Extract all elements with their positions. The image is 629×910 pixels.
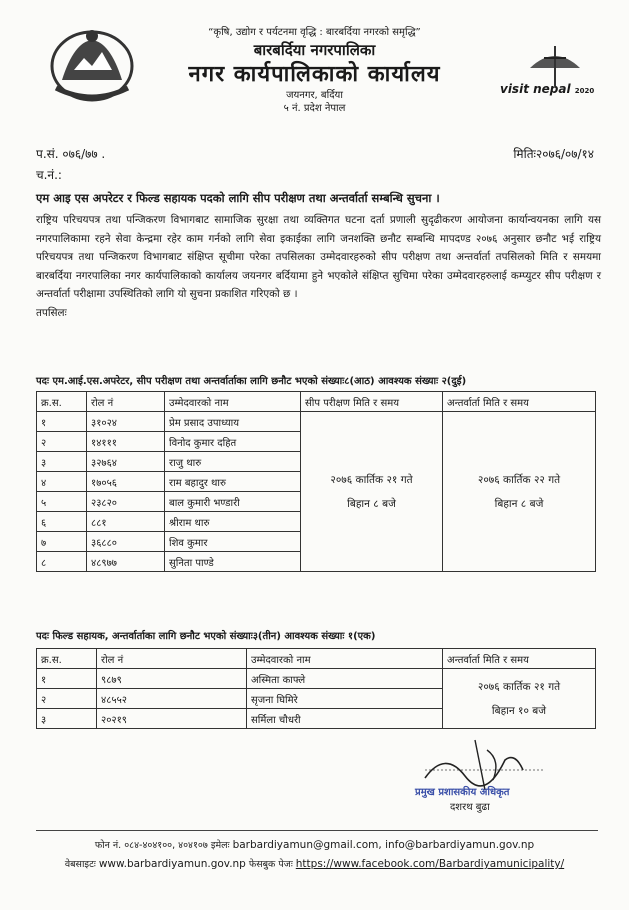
- interview-schedule: २०७६ कार्तिक २१ गते बिहान १० बजे: [443, 669, 596, 729]
- table-row: ५ २३८२० बाल कुमारी भण्डारी: [37, 492, 596, 512]
- table-row: ३ २०२१९ सर्मिला चौधरी: [37, 709, 596, 729]
- table-row: ७ ३६८८० शिव कुमार: [37, 532, 596, 552]
- footer-emails: barbardiyamun@gmail.com, info@barbardiyamun.gov.np: [232, 839, 535, 851]
- signature-stamp-icon: [405, 730, 565, 810]
- table2-title: पदः फिल्ड सहायक, अन्तर्वार्ताका लागि छनौट भएको संख्याः३(तीन) आवश्यक संख्याः १(एक): [36, 631, 376, 642]
- header-roll: रोल नं: [87, 392, 165, 412]
- table-row: ३ ३२७६४ राजु थारु: [37, 452, 596, 472]
- table-row: १ ३१०२४ प्रेम प्रसाद उपाध्याय २०७६ कार्तिक २१ गते बिहान ८ बजे २०७६ कार्तिक २२ गते बिहान ८ बजे: [37, 412, 596, 432]
- signatory-name: दशरथ बुढा: [450, 802, 490, 813]
- dispatch-number: च.नं.:: [36, 168, 62, 182]
- table-row: ४ १७०५६ राम बहादुर थारु: [37, 472, 596, 492]
- header-sn: क्र.स.: [37, 392, 87, 412]
- slogan: “कृषि, उद्योग र पर्यटनमा वृद्धि : बारबर्दिया नगरको समृद्धि”: [208, 27, 421, 38]
- table-row: २ ४८५५२ सृजना घिमिरे: [37, 689, 596, 709]
- header-roll: रोल नं: [97, 649, 247, 669]
- table-header-row: [37, 392, 596, 412]
- field-assistant-table: [36, 648, 596, 729]
- table-row: २ १४१११ विनोद कुमार दहित: [37, 432, 596, 452]
- website-link[interactable]: www.barbardiyamun.gov.np: [98, 858, 246, 870]
- header-skill-test: सीप परीक्षण मिति र समय: [301, 392, 443, 412]
- table-row: ६ ८८१ श्रीराम थारु: [37, 512, 596, 532]
- reference-number: प.सं. ०७६/७७ .: [36, 147, 106, 161]
- notice-subject: एम आइ एस अपरेटर र फिल्ड सहायक पदको लागि सीप परीक्षण तथा अन्तर्वार्ता सम्बन्धि सुचना ।: [36, 191, 440, 205]
- table-header-row: [37, 649, 596, 669]
- mis-operator-table: [36, 391, 596, 572]
- notice-body: राष्ट्रिय परिचयपत्र तथा पन्जिकरण विभागबाट सामाजिक सुरक्षा तथा व्यक्तिगत घटना दर्ता प्रणाली सुदृढीकरण आयोजना कार्यान्वयनका लागि यस नगरपालिकामा रहने सेवा केन्द्रमा रहेर काम गर्नको लागि सेवा इकाईका लागि जनशक्ति छनौट सम्बन्धि मापदण्ड २०७६ अनुसार छनौट भई राष्ट्रिय परिचयपत्र तथा पन्जिकरण विभागबाट संक्षिप्त सूचीमा परेका तपसिलका उम्मेदवारहरुको सीप परीक्षण तथा अन्तर्वार्ता तपसिलको मिति र समयमा बारबर्दिया नगरपालिका नगर कार्यपालिकाको कार्यालय जयनगर बर्दियामा हुने भएकोले संक्षिप्त सुचिमा परेका उम्मेदवारहरुलाई कम्प्युटर सीप परीक्षण र अन्तर्वार्ता परीक्षामा उपस्थितिको लागि यो सुचना प्रकाशित गरिएको छ । तपसिलः: [36, 214, 601, 319]
- footer-web: वेबसाइटः www.barbardiyamun.gov.np फेसबुक पेजः https://www.facebook.com/Barbardiyamunicipality/: [64, 858, 565, 870]
- table-row: १ ९८७९ अस्मिता काफ्ले २०७६ कार्तिक २१ गते बिहान १० बजे: [37, 669, 596, 689]
- footer-contact: फोन नं. ०८४-४०४१००, ४०४१०७ इमेलः barbardiyamun@gmail.com, info@barbardiyamun.gov.np: [94, 839, 535, 851]
- table1-title: पदः एम.आई.एस.अपरेटर, सीप परीक्षण तथा अन्तर्वार्ताका लागि छनौट भएको संख्याः८(आठ) आवश्यक संख्याः २(दुई): [36, 376, 467, 387]
- facebook-link[interactable]: https://www.facebook.com/Barbardiyamunicipality/: [295, 858, 565, 870]
- office-title: नगर कार्यपालिकाको कार्यालय: [188, 62, 441, 87]
- signatory-title: प्रमुख प्रशासकीय अधिकृत: [415, 787, 510, 798]
- header-sn: क्र.स.: [37, 649, 97, 669]
- header-interview: अन्तर्वार्ता मिति र समय: [443, 392, 596, 412]
- municipality-name: बारबर्दिया नगरपालिका: [253, 41, 376, 59]
- skill-test-schedule: २०७६ कार्तिक २१ गते बिहान ८ बजे: [301, 412, 443, 572]
- letter-date: मितिः२०७६/०७/१४: [513, 147, 594, 161]
- header-name: उम्मेदवारको नाम: [165, 392, 301, 412]
- address: जयनगर, बर्दिया ५ नं. प्रदेश नेपाल: [283, 90, 346, 114]
- header-name: उम्मेदवारको नाम: [247, 649, 443, 669]
- visit-nepal-logo-text: visit nepal 2020: [500, 82, 595, 96]
- footer-divider: [36, 830, 598, 831]
- interview-schedule: २०७६ कार्तिक २२ गते बिहान ८ बजे: [443, 412, 596, 572]
- table-row: ८ ४८९७७ सुनिता पाण्डे: [37, 552, 596, 572]
- header-interview: अन्तर्वार्ता मिति र समय: [443, 649, 596, 669]
